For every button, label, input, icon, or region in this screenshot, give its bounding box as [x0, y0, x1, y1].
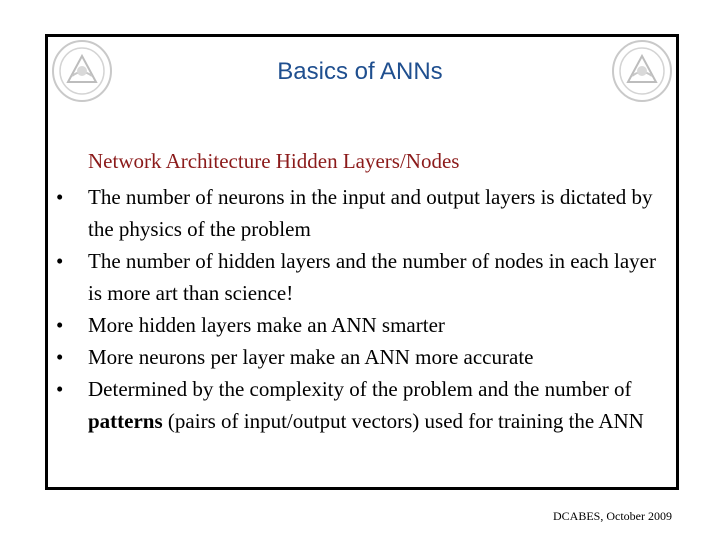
list-item	[56, 373, 666, 437]
slide-footer: DCABES, October 2009	[553, 509, 672, 523]
bullet-marker: •	[56, 377, 64, 401]
bullet-text: More hidden layers make an ANN smarter	[88, 313, 445, 337]
bullet-marker: •	[56, 249, 64, 273]
bullet-marker: •	[56, 345, 64, 369]
list-item	[56, 181, 666, 245]
bullet-list	[56, 181, 666, 437]
slide-title: Basics of ANNs	[277, 58, 443, 85]
emphasized-term: patterns	[88, 409, 163, 433]
bullet-text: The number of neurons in the input and output layers is dictated by the physics of the problem	[88, 185, 653, 241]
bullet-text: The number of hidden layers and the number of nodes in each layer is more art than science!	[88, 249, 656, 305]
bullet-text-part: (pairs of input/output vectors) used for training the ANN	[162, 409, 644, 433]
list-item	[56, 245, 666, 309]
list-item	[56, 341, 666, 373]
bullet-marker: •	[56, 313, 64, 337]
bullet-text-part: Determined by the complexity of the problem and the number of	[88, 377, 632, 401]
bullet-text: More neurons per layer make an ANN more accurate	[88, 345, 534, 369]
section-subheading: Network Architecture Hidden Layers/Nodes	[88, 149, 460, 173]
list-item	[56, 309, 666, 341]
bullet-marker: •	[56, 185, 64, 209]
